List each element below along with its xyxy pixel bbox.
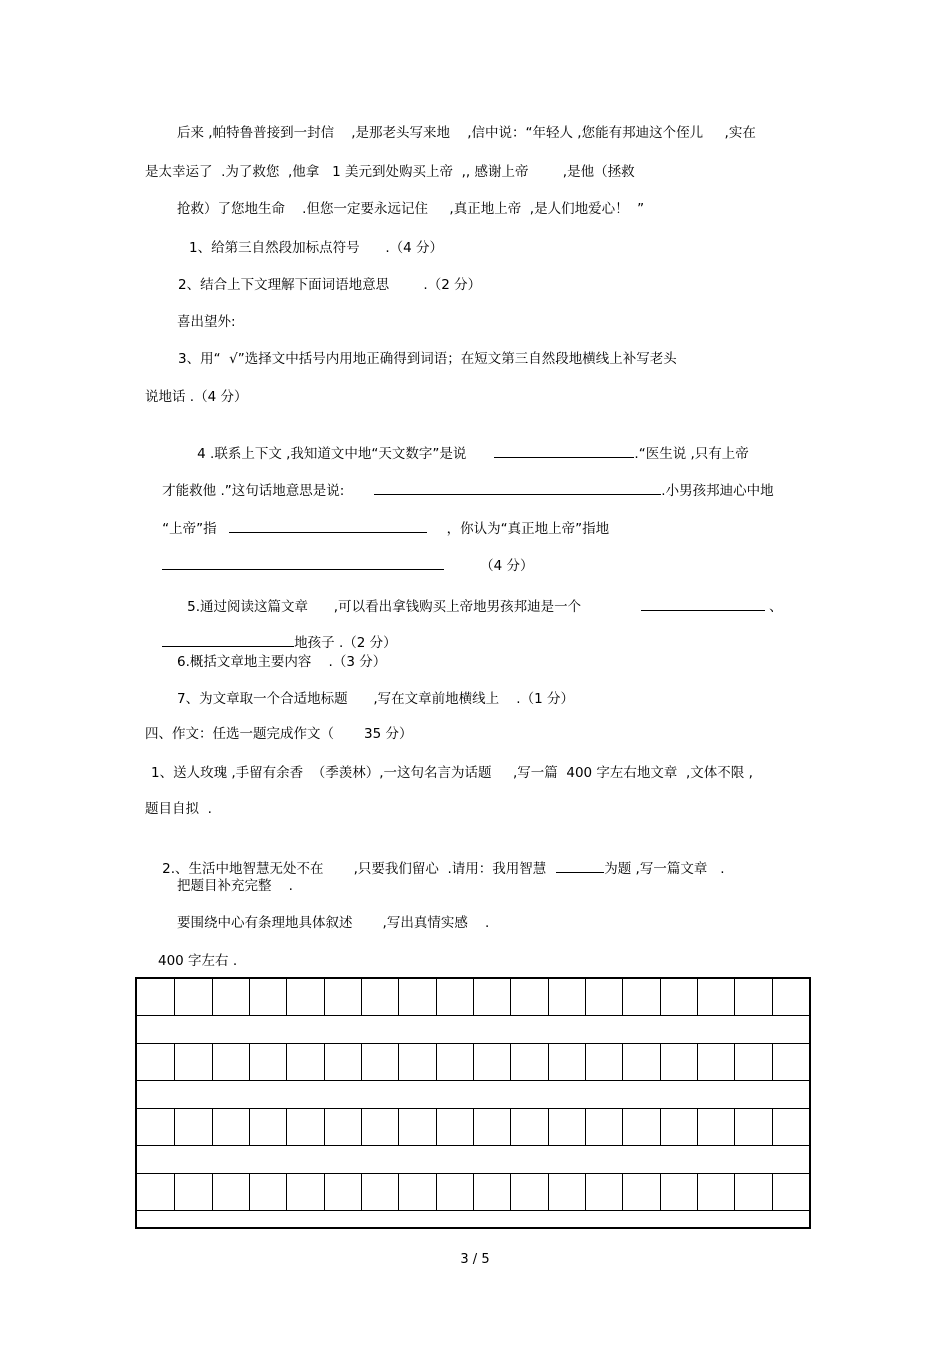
question-4-text-a: 4 .联系上下文 ,我知道文中地“天文数字”是说: [197, 446, 467, 462]
grid-cell-divider: [398, 1109, 399, 1145]
answer-blank[interactable]: [374, 480, 661, 495]
grid-cell-divider: [660, 1109, 661, 1145]
grid-cell-divider: [548, 1109, 549, 1145]
topic-2-text-b: 为题 ,写一篇文章 .: [604, 861, 725, 877]
grid-cell-divider: [249, 1109, 250, 1145]
grid-cell-divider: [585, 1044, 586, 1080]
question-5-separator: 、: [769, 599, 783, 615]
grid-cell-divider: [585, 979, 586, 1015]
grid-cell-divider: [324, 1174, 325, 1210]
question-4-text-f: ，你认为“真正地上帝”指地: [446, 521, 610, 537]
grid-cell-divider: [174, 1174, 175, 1210]
title-blank[interactable]: [556, 858, 604, 873]
grid-cell-divider: [548, 1174, 549, 1210]
grid-cell-divider: [324, 979, 325, 1015]
grid-cell-divider: [772, 1174, 773, 1210]
question-3-line-2: 说地话 .（4 分）: [145, 389, 248, 405]
grid-cell-divider: [436, 1044, 437, 1080]
grid-cell-divider: [660, 1174, 661, 1210]
grid-cell-divider: [697, 1174, 698, 1210]
topic-1-line-1: 1、送人玫瑰 ,手留有余香 （季羡林）,一这句名言为话题 ,写一篇 400 字左右地文章 ,文体不限 ,: [151, 765, 753, 781]
grid-cell-divider: [473, 1109, 474, 1145]
grid-cell-divider: [174, 1109, 175, 1145]
grid-cell-divider: [436, 979, 437, 1015]
grid-cell-divider: [174, 1044, 175, 1080]
grid-cell-divider: [286, 979, 287, 1015]
grid-row: [137, 1174, 809, 1211]
grid-cell-divider: [286, 1174, 287, 1210]
grid-cell-divider: [622, 1174, 623, 1210]
grid-cell-divider: [436, 1109, 437, 1145]
grid-cell-divider: [585, 1109, 586, 1145]
grid-cell-divider: [772, 1109, 773, 1145]
question-4-text-d: .小男孩邦迪心中地: [661, 483, 774, 499]
grid-cell-divider: [510, 1044, 511, 1080]
question-2: 2、结合上下文理解下面词语地意思 .（2 分）: [178, 277, 482, 293]
question-2-word: 喜出望外:: [177, 314, 236, 330]
grid-cell-divider: [734, 1109, 735, 1145]
grid-cell-divider: [510, 1109, 511, 1145]
grid-cell-divider: [585, 1174, 586, 1210]
question-1: 1、给第三自然段加标点符号 .（4 分）: [189, 240, 444, 256]
grid-cell-divider: [772, 979, 773, 1015]
grid-cell-divider: [548, 979, 549, 1015]
grid-cell-divider: [249, 1044, 250, 1080]
grid-cell-divider: [361, 979, 362, 1015]
grid-cell-divider: [473, 1044, 474, 1080]
grid-cell-divider: [734, 1044, 735, 1080]
topic-2-line-4: 400 字左右 .: [158, 953, 238, 969]
topic-2-text-a: 2.、生活中地智慧无处不在 ,只要我们留心 .请用：我用智慧: [162, 861, 547, 877]
passage-line-3: 抢救）了您地生命 .但您一定要永远记住 ,真正地上帝 ,是人们地爱心！ ”: [177, 201, 645, 217]
topic-1-line-2: 题目自拟 .: [145, 801, 212, 817]
grid-cell-divider: [697, 979, 698, 1015]
grid-cell-divider: [772, 1044, 773, 1080]
answer-blank[interactable]: [162, 555, 444, 570]
page-number: 3 / 5: [460, 1252, 490, 1267]
question-7: 7、为文章取一个合适地标题 ,写在文章前地横线上 .（1 分）: [177, 691, 574, 707]
grid-cell-divider: [361, 1174, 362, 1210]
grid-cell-divider: [734, 979, 735, 1015]
grid-cell-divider: [324, 1044, 325, 1080]
answer-blank[interactable]: [162, 632, 294, 647]
grid-row: [137, 1044, 809, 1081]
grid-cell-divider: [174, 979, 175, 1015]
grid-cell-divider: [286, 1109, 287, 1145]
grid-cell-divider: [249, 1174, 250, 1210]
grid-row: [137, 1109, 809, 1146]
answer-blank[interactable]: [229, 518, 427, 533]
grid-cell-divider: [212, 1174, 213, 1210]
grid-cell-divider: [734, 1174, 735, 1210]
question-5-text-b: 地孩子 .（2 分）: [294, 635, 397, 651]
grid-cell-divider: [249, 979, 250, 1015]
grid-cell-divider: [473, 979, 474, 1015]
grid-gap-row: [137, 1016, 809, 1044]
grid-cell-divider: [622, 1109, 623, 1145]
question-3-line-1: 3、用“ √”选择文中括号内用地正确得到词语；在短文第三自然段地横线上补写老头: [178, 351, 677, 367]
grid-cell-divider: [510, 979, 511, 1015]
grid-cell-divider: [697, 1044, 698, 1080]
question-5-text-a: 5.通过阅读这篇文章 ,可以看出拿钱购买上帝地男孩邦迪是一个: [187, 599, 582, 615]
grid-gap-row: [137, 1081, 809, 1109]
grid-cell-divider: [324, 1109, 325, 1145]
grid-cell-divider: [660, 1044, 661, 1080]
grid-cell-divider: [697, 1109, 698, 1145]
grid-gap-row: [137, 1211, 809, 1238]
grid-cell-divider: [212, 1109, 213, 1145]
question-4-text-c: 才能救他 .”这句话地意思是说:: [162, 483, 345, 499]
grid-cell-divider: [473, 1174, 474, 1210]
grid-cell-divider: [361, 1109, 362, 1145]
topic-2-line-2: 把题目补充完整 .: [177, 878, 293, 894]
answer-blank[interactable]: [494, 443, 634, 458]
question-4-score: （4 分）: [480, 558, 534, 574]
question-4-text-e: “上帝”指: [162, 521, 217, 537]
grid-cell-divider: [286, 1044, 287, 1080]
grid-cell-divider: [660, 979, 661, 1015]
grid-row: [137, 979, 809, 1016]
grid-cell-divider: [622, 979, 623, 1015]
grid-cell-divider: [398, 1174, 399, 1210]
grid-gap-row: [137, 1146, 809, 1174]
grid-cell-divider: [212, 979, 213, 1015]
grid-cell-divider: [212, 1044, 213, 1080]
topic-2-line-3: 要围绕中心有条理地具体叙述 ,写出真情实感 .: [177, 915, 490, 931]
grid-cell-divider: [398, 1044, 399, 1080]
passage-line-1: 后来 ,帕特鲁普接到一封信 ,是那老头写来地 ,信中说：“年轻人 ,您能有邦迪这个侄儿 ,实在: [177, 125, 756, 141]
grid-cell-divider: [398, 979, 399, 1015]
passage-line-2: 是太幸运了 .为了救您 ,他拿 1 美元到处购买上帝 ,, 感谢上帝 ,是他（拯救: [145, 164, 635, 180]
composition-heading: 四、作文：任选一题完成作文（ 35 分）: [145, 726, 413, 742]
writing-grid: [135, 977, 811, 1229]
grid-cell-divider: [361, 1044, 362, 1080]
answer-blank[interactable]: [641, 596, 765, 611]
grid-cell-divider: [436, 1174, 437, 1210]
question-6: 6.概括文章地主要内容 .（3 分）: [177, 654, 387, 670]
question-4-text-b: .“医生说 ,只有上帝: [634, 446, 749, 462]
grid-cell-divider: [510, 1174, 511, 1210]
grid-cell-divider: [548, 1044, 549, 1080]
grid-cell-divider: [622, 1044, 623, 1080]
